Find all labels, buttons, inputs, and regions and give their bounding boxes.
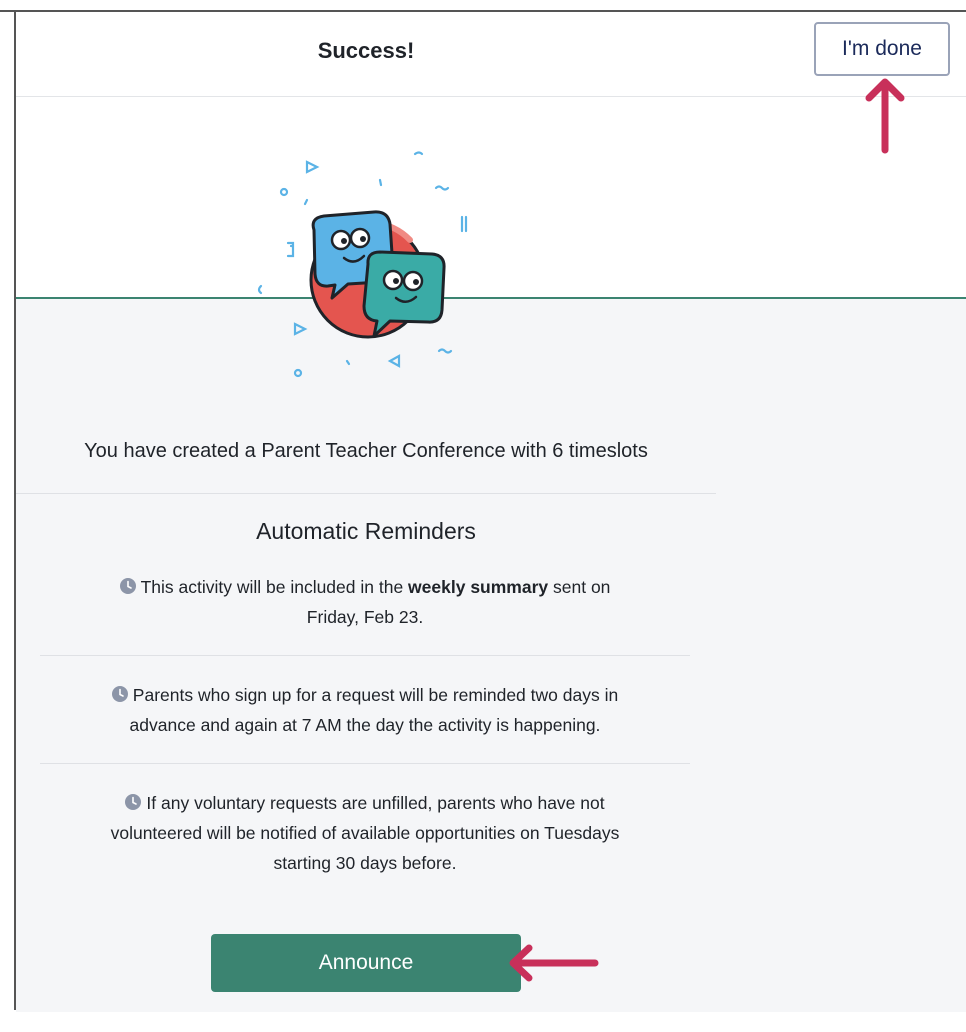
reminder-unfilled-requests — [40, 788, 690, 878]
announce-button[interactable]: Announce — [211, 934, 521, 992]
im-done-button[interactable]: I'm done — [814, 22, 950, 76]
reminder-text: sent on — [548, 577, 611, 597]
page-title: Success! — [317, 38, 415, 63]
reminder-two-days — [40, 680, 690, 740]
divider — [16, 493, 716, 494]
summary-text: You have created a Parent Teacher Conference with 6 timeslots — [84, 440, 648, 462]
reminder-text: Friday, Feb 23. — [306, 607, 424, 627]
reminder-weekly-summary — [40, 572, 690, 632]
chat-bubbles-illustration — [240, 140, 480, 390]
divider — [40, 655, 690, 656]
reminder-text: starting 30 days before. — [273, 853, 457, 873]
arrow-up-icon — [862, 76, 908, 156]
reminder-text: Parents who sign up for a request will be reminded two days in — [132, 685, 619, 705]
reminder-text: This activity will be included in the — [140, 577, 409, 597]
modal-header — [16, 12, 966, 97]
reminder-text: advance and again at 7 AM the day the activity is happening. — [129, 715, 601, 735]
reminder-text: If any voluntary requests are unfilled, parents who have not — [146, 793, 605, 813]
clock-icon — [125, 794, 141, 810]
clock-icon — [120, 578, 136, 594]
divider — [40, 763, 690, 764]
reminders-title: Automatic Reminders — [256, 518, 476, 544]
reminder-text: volunteered will be notified of available opportunities on Tuesdays — [110, 823, 620, 843]
arrow-left-icon — [503, 940, 603, 986]
reminder-bold-text: weekly summary — [408, 577, 549, 597]
clock-icon — [112, 686, 128, 702]
